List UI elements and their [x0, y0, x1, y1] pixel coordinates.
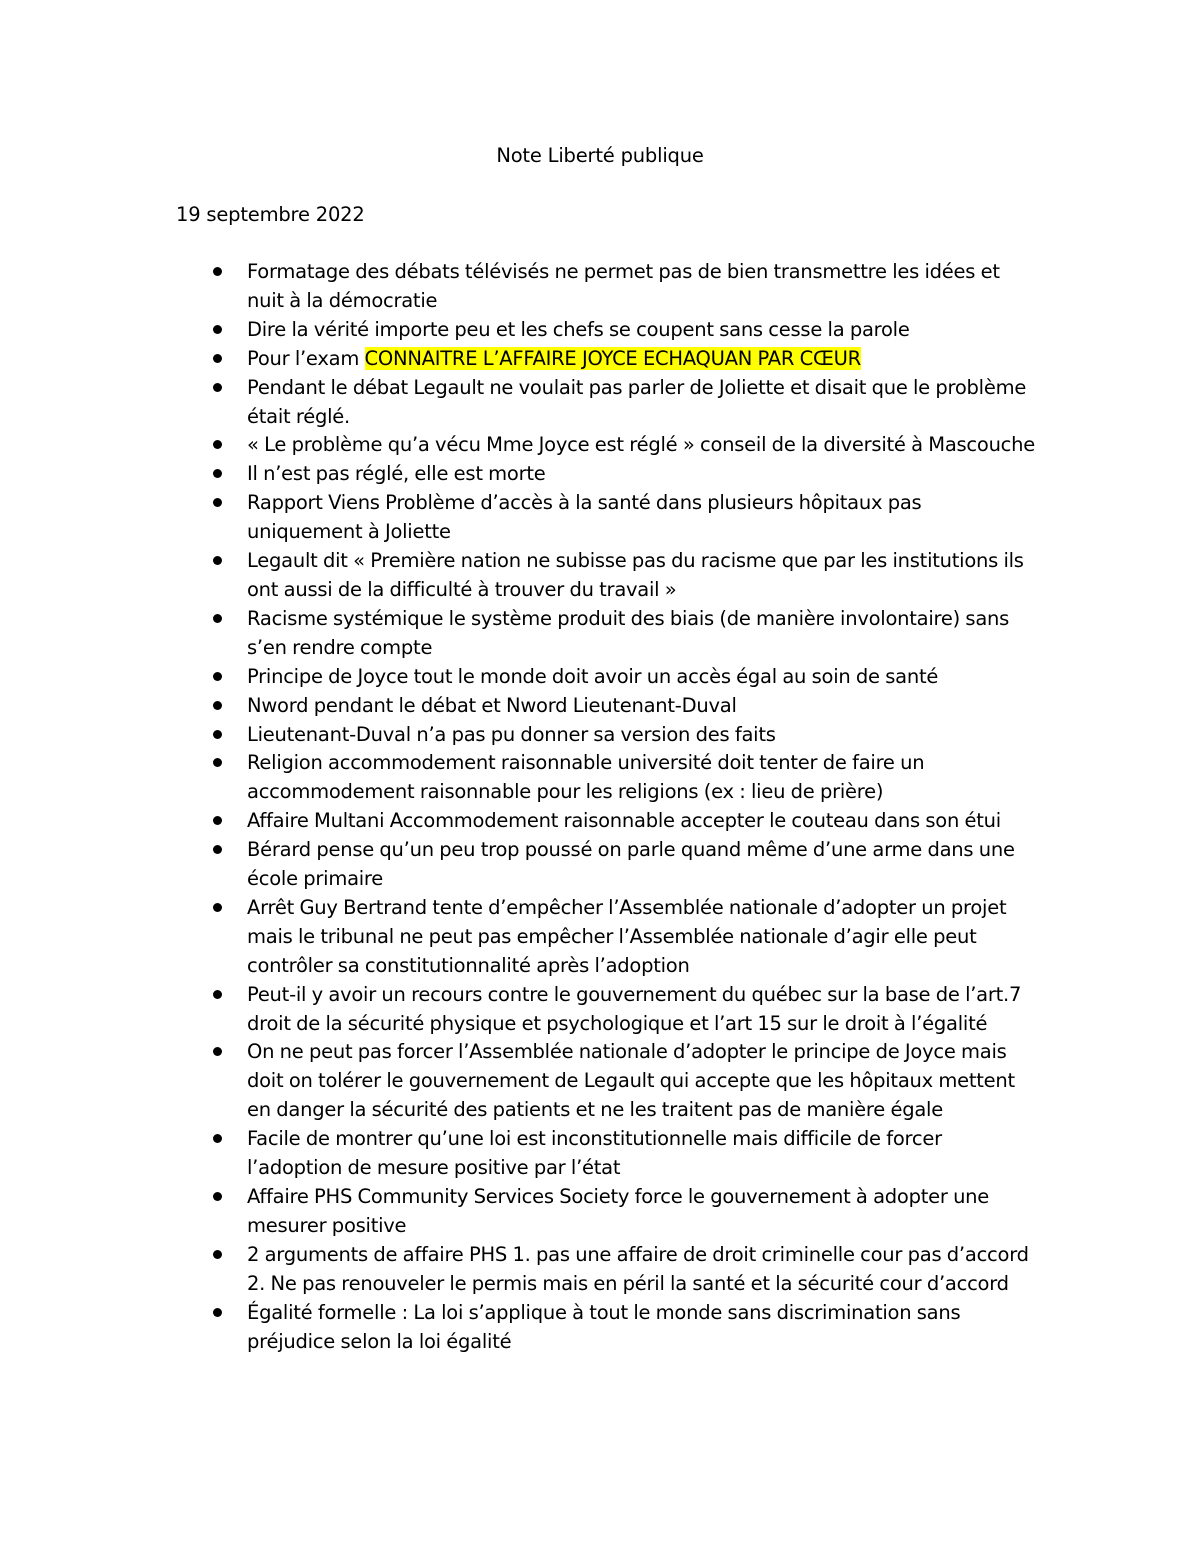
bullet-dot-icon [213, 325, 222, 334]
bullet-text: Nword pendant le débat et Nword Lieutenant-Duval [247, 693, 737, 717]
bullet-text: Racisme systémique le système produit des biais (de manière involontaire) sans s’en rendre compte [247, 606, 1010, 659]
bullet-dot-icon [213, 498, 222, 507]
bullet-dot-icon [213, 383, 222, 392]
bullet-item [0, 1183, 1037, 1241]
bullet-text: Legault dit « Première nation ne subisse pas du racisme que par les institutions ils ont aussi de la difficulté à trouver du travail » [247, 549, 1024, 601]
bullet-item [0, 1038, 1037, 1125]
bullet-text: Arrêt Guy Bertrand tente d’empêcher l’Assemblée nationale d’adopter un projet mais le tribunal ne peut pas empêcher l’Assemblée nationale d’agir elle peut contrôler sa constitutionnalité après l’adoption [247, 895, 1007, 977]
bullet-item [0, 981, 1037, 1039]
bullet-dot-icon [213, 903, 222, 912]
bullet-dot-icon [213, 440, 222, 449]
bullet-item [0, 489, 1037, 547]
bullet-item [0, 547, 1037, 605]
bullet-text: On ne peut pas forcer l’Assemblée nationale d’adopter le principe de Joyce mais doit on tolérer le gouvernement de Legault qui accepte que les hôpitaux mettent en danger la sécurité des patients et ne les traitent pas de manière égale [247, 1040, 1015, 1122]
bullet-list [0, 258, 1200, 1356]
bullet-item [0, 605, 1037, 663]
bullet-dot-icon [213, 990, 222, 999]
bullet-text: Lieutenant-Duval n’a pas pu donner sa version des faits [247, 722, 776, 746]
bullet-text: Religion accommodement raisonnable université doit tenter de faire un accommodement raisonnable pour les religions (ex : lieu de prière) [247, 751, 925, 804]
bullet-dot-icon [213, 267, 222, 276]
document-title: Note Liberté publique [496, 144, 704, 167]
bullet-dot-icon [213, 816, 222, 825]
bullet-item [0, 460, 1037, 489]
bullet-item [0, 316, 1037, 345]
bullet-text: Facile de montrer qu’une loi est inconstitutionnelle mais difficile de forcer l’adoption de mesure positive par l’état [247, 1127, 942, 1180]
bullet-item [0, 807, 1037, 836]
bullet-dot-icon [213, 556, 222, 565]
bullet-text: Affaire Multani Accommodement raisonnable accepter le couteau dans son étui [247, 809, 1001, 833]
bullet-dot-icon [213, 845, 222, 854]
bullet-dot-icon [213, 701, 222, 710]
bullet-text: Pendant le débat Legault ne voulait pas parler de Joliette et disait que le problème était réglé. [247, 375, 1027, 428]
bullet-dot-icon [213, 354, 222, 363]
bullet-dot-icon [213, 758, 222, 767]
highlighted-text: CONNAITRE L’AFFAIRE JOYCE ECHAQUAN PAR CŒUR [364, 346, 861, 370]
bullet-item [0, 374, 1037, 432]
bullet-text: Dire la vérité importe peu et les chefs se coupent sans cesse la parole [247, 317, 910, 341]
bullet-text: Principe de Joyce tout le monde doit avoir un accès égal au soin de santé [247, 664, 939, 688]
bullet-item [0, 345, 1037, 374]
bullet-dot-icon [213, 672, 222, 681]
bullet-text: Formatage des débats télévisés ne permet pas de bien transmettre les idées et nuit à la démocratie [247, 260, 1000, 312]
bullet-dot-icon [213, 1047, 222, 1056]
bullet-item [0, 1241, 1037, 1299]
bullet-item [0, 1125, 1037, 1183]
bullet-text: Peut-il y avoir un recours contre le gouvernement du québec sur la base de l’art.7 droit de la sécurité physique et psychologique et l’art 15 sur le droit à l’égalité [247, 982, 1022, 1035]
bullet-text: 2 arguments de affaire PHS 1. pas une affaire de droit criminelle cour pas d’accord 2. Ne pas renouveler le permis mais en péril la santé et la sécurité cour d’accord [247, 1242, 1029, 1295]
bullet-text: Pour l’exam [247, 346, 365, 370]
bullet-item [0, 894, 1037, 981]
bullet-dot-icon [213, 1308, 222, 1317]
bullet-dot-icon [213, 1250, 222, 1259]
bullet-item [0, 258, 1037, 316]
bullet-dot-icon [213, 614, 222, 623]
document-date: 19 septembre 2022 [176, 203, 365, 226]
bullet-text: Égalité formelle : La loi s’applique à tout le monde sans discrimination sans préjudice selon la loi égalité [247, 1300, 961, 1353]
bullet-item [0, 749, 1037, 807]
bullet-dot-icon [213, 1192, 222, 1201]
bullet-text: Rapport Viens Problème d’accès à la santé dans plusieurs hôpitaux pas uniquement à Joliette [247, 491, 922, 544]
bullet-item [0, 836, 1037, 894]
bullet-text: Affaire PHS Community Services Society force le gouvernement à adopter une mesurer positive [247, 1185, 990, 1237]
bullet-text: « Le problème qu’a vécu Mme Joyce est réglé » conseil de la diversité à Mascouche [247, 433, 1036, 457]
bullet-item [0, 692, 1037, 721]
bullet-item [0, 431, 1037, 460]
bullet-item [0, 721, 1037, 750]
bullet-dot-icon [213, 469, 222, 478]
bullet-item [0, 1299, 1037, 1357]
bullet-dot-icon [213, 1134, 222, 1143]
bullet-text: Bérard pense qu’un peu trop poussé on parle quand même d’une arme dans une école primaire [247, 838, 1015, 891]
bullet-dot-icon [213, 730, 222, 739]
bullet-text: Il n’est pas réglé, elle est morte [247, 462, 546, 486]
bullet-item [0, 663, 1037, 692]
